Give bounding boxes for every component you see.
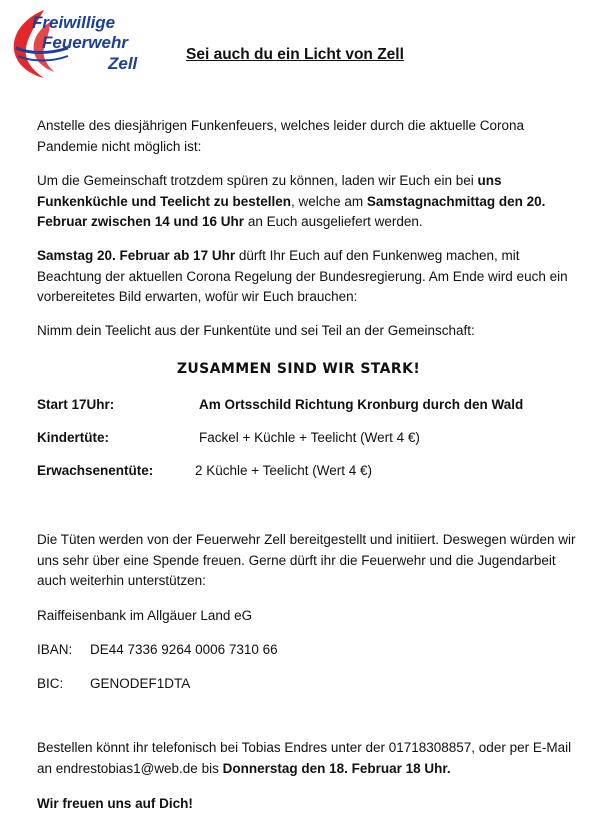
kids-value: Fackel + Küchle + Teelicht (Wert 4 €)	[199, 430, 420, 445]
order-text-1: Um die Gemeinschaft trotzdem spüren zu können, laden wir Euch ein bei	[37, 173, 478, 188]
iban-label: IBAN:	[37, 642, 73, 657]
adult-value: 2 Küchle + Teelicht (Wert 4 €)	[195, 463, 372, 478]
order-bold-1: uns Funkenküchle und Teelicht zu bestellen	[37, 173, 502, 209]
iban-value: DE44 7336 9264 0006 7310 66	[90, 642, 278, 657]
walk-paragraph	[37, 246, 577, 308]
contact-text: Bestellen könnt ihr telefonisch bei Tobias Endres unter der 01718308857, oder per E-Mail an endrestobias1@web.de bis	[37, 740, 572, 776]
order-paragraph	[37, 171, 577, 233]
closing-line: Wir freuen uns auf Dich!	[37, 796, 193, 811]
donation-paragraph: Die Tüten werden von der Feuerwehr Zell bereitgestellt und initiiert. Deswegen würden wir uns sehr über eine Spende freuen. Gerne dürft ihr die Feuerwehr und die Jugendarbeit auch weiterhin unterstützen:	[37, 532, 576, 588]
contact-deadline: Donnerstag den 18. Februar 18 Uhr.	[222, 760, 451, 776]
logo-line-3: Zell	[108, 54, 138, 73]
order-text-2: , welche am	[291, 193, 367, 209]
logo-line-2: Feuerwehr	[42, 33, 128, 52]
walk-bold: Samstag 20. Februar ab 17 Uhr	[37, 248, 236, 263]
start-value: Am Ortsschild Richtung Kronburg durch den Wald	[199, 397, 524, 412]
bank-name: Raiffeisenbank im Allgäuer Land eG	[37, 608, 253, 623]
bic-label: BIC:	[37, 676, 64, 691]
intro-paragraph: Anstelle des diesjährigen Funkenfeuers, welches leider durch die aktuelle Corona Pandemie nicht möglich ist:	[37, 118, 525, 154]
contact-paragraph	[37, 738, 577, 779]
slogan: ZUSAMMEN SIND WIR STARK!	[176, 361, 421, 377]
walk-text: dürft Ihr Euch auf den Funkenweg machen, mit Beachtung der aktuellen Corona Regelung der Bundesregierung. Am Ende wird euch ein vorbereitetes Bild erwarten, wofür wir Euch brauchen:	[37, 248, 568, 304]
adult-label: Erwachsenentüte:	[37, 463, 154, 478]
order-bold-2: Samstagnachmittag den 20. Februar zwischen 14 und 16 Uhr	[37, 193, 546, 229]
fire-brigade-logo	[10, 8, 178, 80]
order-text-3: an Euch ausgeliefert werden.	[244, 214, 423, 229]
page-title: Sei auch du ein Licht von Zell	[186, 46, 404, 63]
kids-label: Kindertüte:	[37, 430, 109, 445]
logo-line-1: Freiwillige	[32, 13, 116, 32]
teelicht-paragraph: Nimm dein Teelicht aus der Funkentüte und sei Teil an der Gemeinschaft:	[37, 323, 475, 338]
start-label: Start 17Uhr:	[37, 397, 115, 412]
bic-value: GENODEF1DTA	[90, 676, 191, 691]
